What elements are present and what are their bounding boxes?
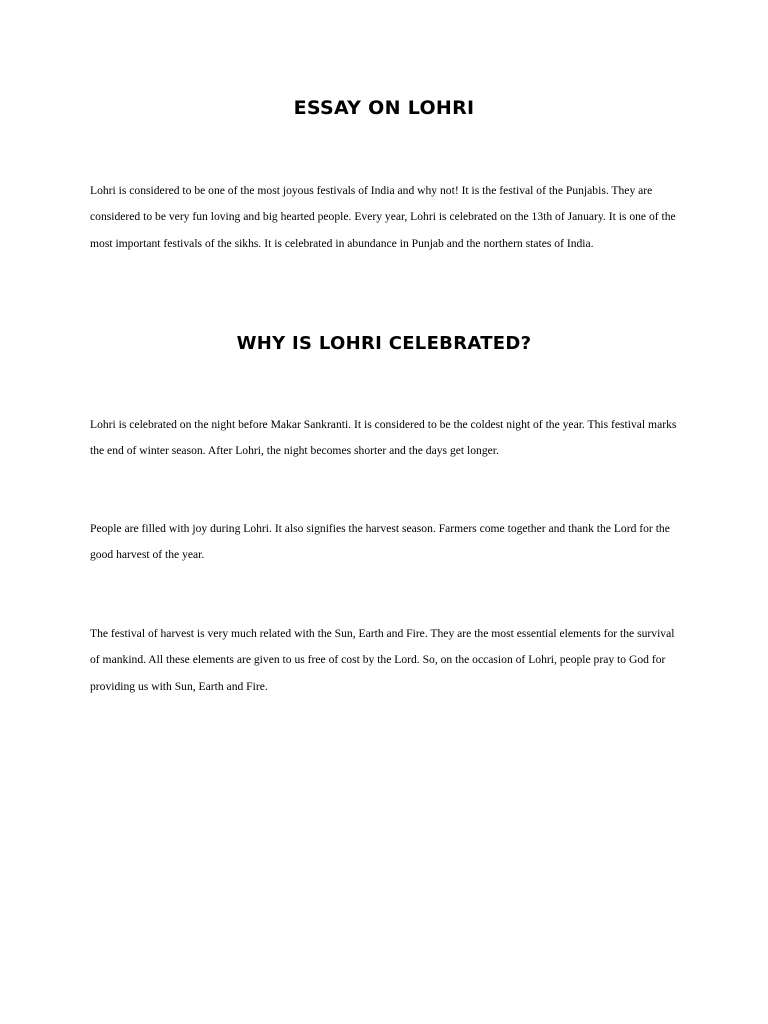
section-paragraph: The festival of harvest is very much related with the Sun, Earth and Fire. They are the most essential elements for the survival of mankind. All these elements are given to us free of cost by the Lord. So, on the occasion of Lohri, people pray to God for providing us with Sun, Earth and Fire. (90, 627, 675, 693)
section-heading: WHY IS LOHRI CELEBRATED? (236, 333, 532, 354)
document-title: ESSAY ON LOHRI (293, 97, 475, 119)
intro-paragraph: Lohri is considered to be one of the most joyous festivals of India and why not! It is the festival of the Punjabis. They are considered to be very fun loving and big hearted people. Every year, Lohri is celebrated on the 13th of January. It is one of the most important festivals of the sikhs. It is celebrated in abundance in Punjab and the northern states of India. (90, 184, 676, 250)
section-paragraph: Lohri is celebrated on the night before Makar Sankranti. It is considered to be the coldest night of the year. This festival marks the end of winter season. After Lohri, the night becomes shorter and the days get longer. (90, 418, 677, 458)
section-paragraph: People are filled with joy during Lohri. It also signifies the harvest season. Farmers come together and thank the Lord for the good harvest of the year. (90, 522, 670, 562)
